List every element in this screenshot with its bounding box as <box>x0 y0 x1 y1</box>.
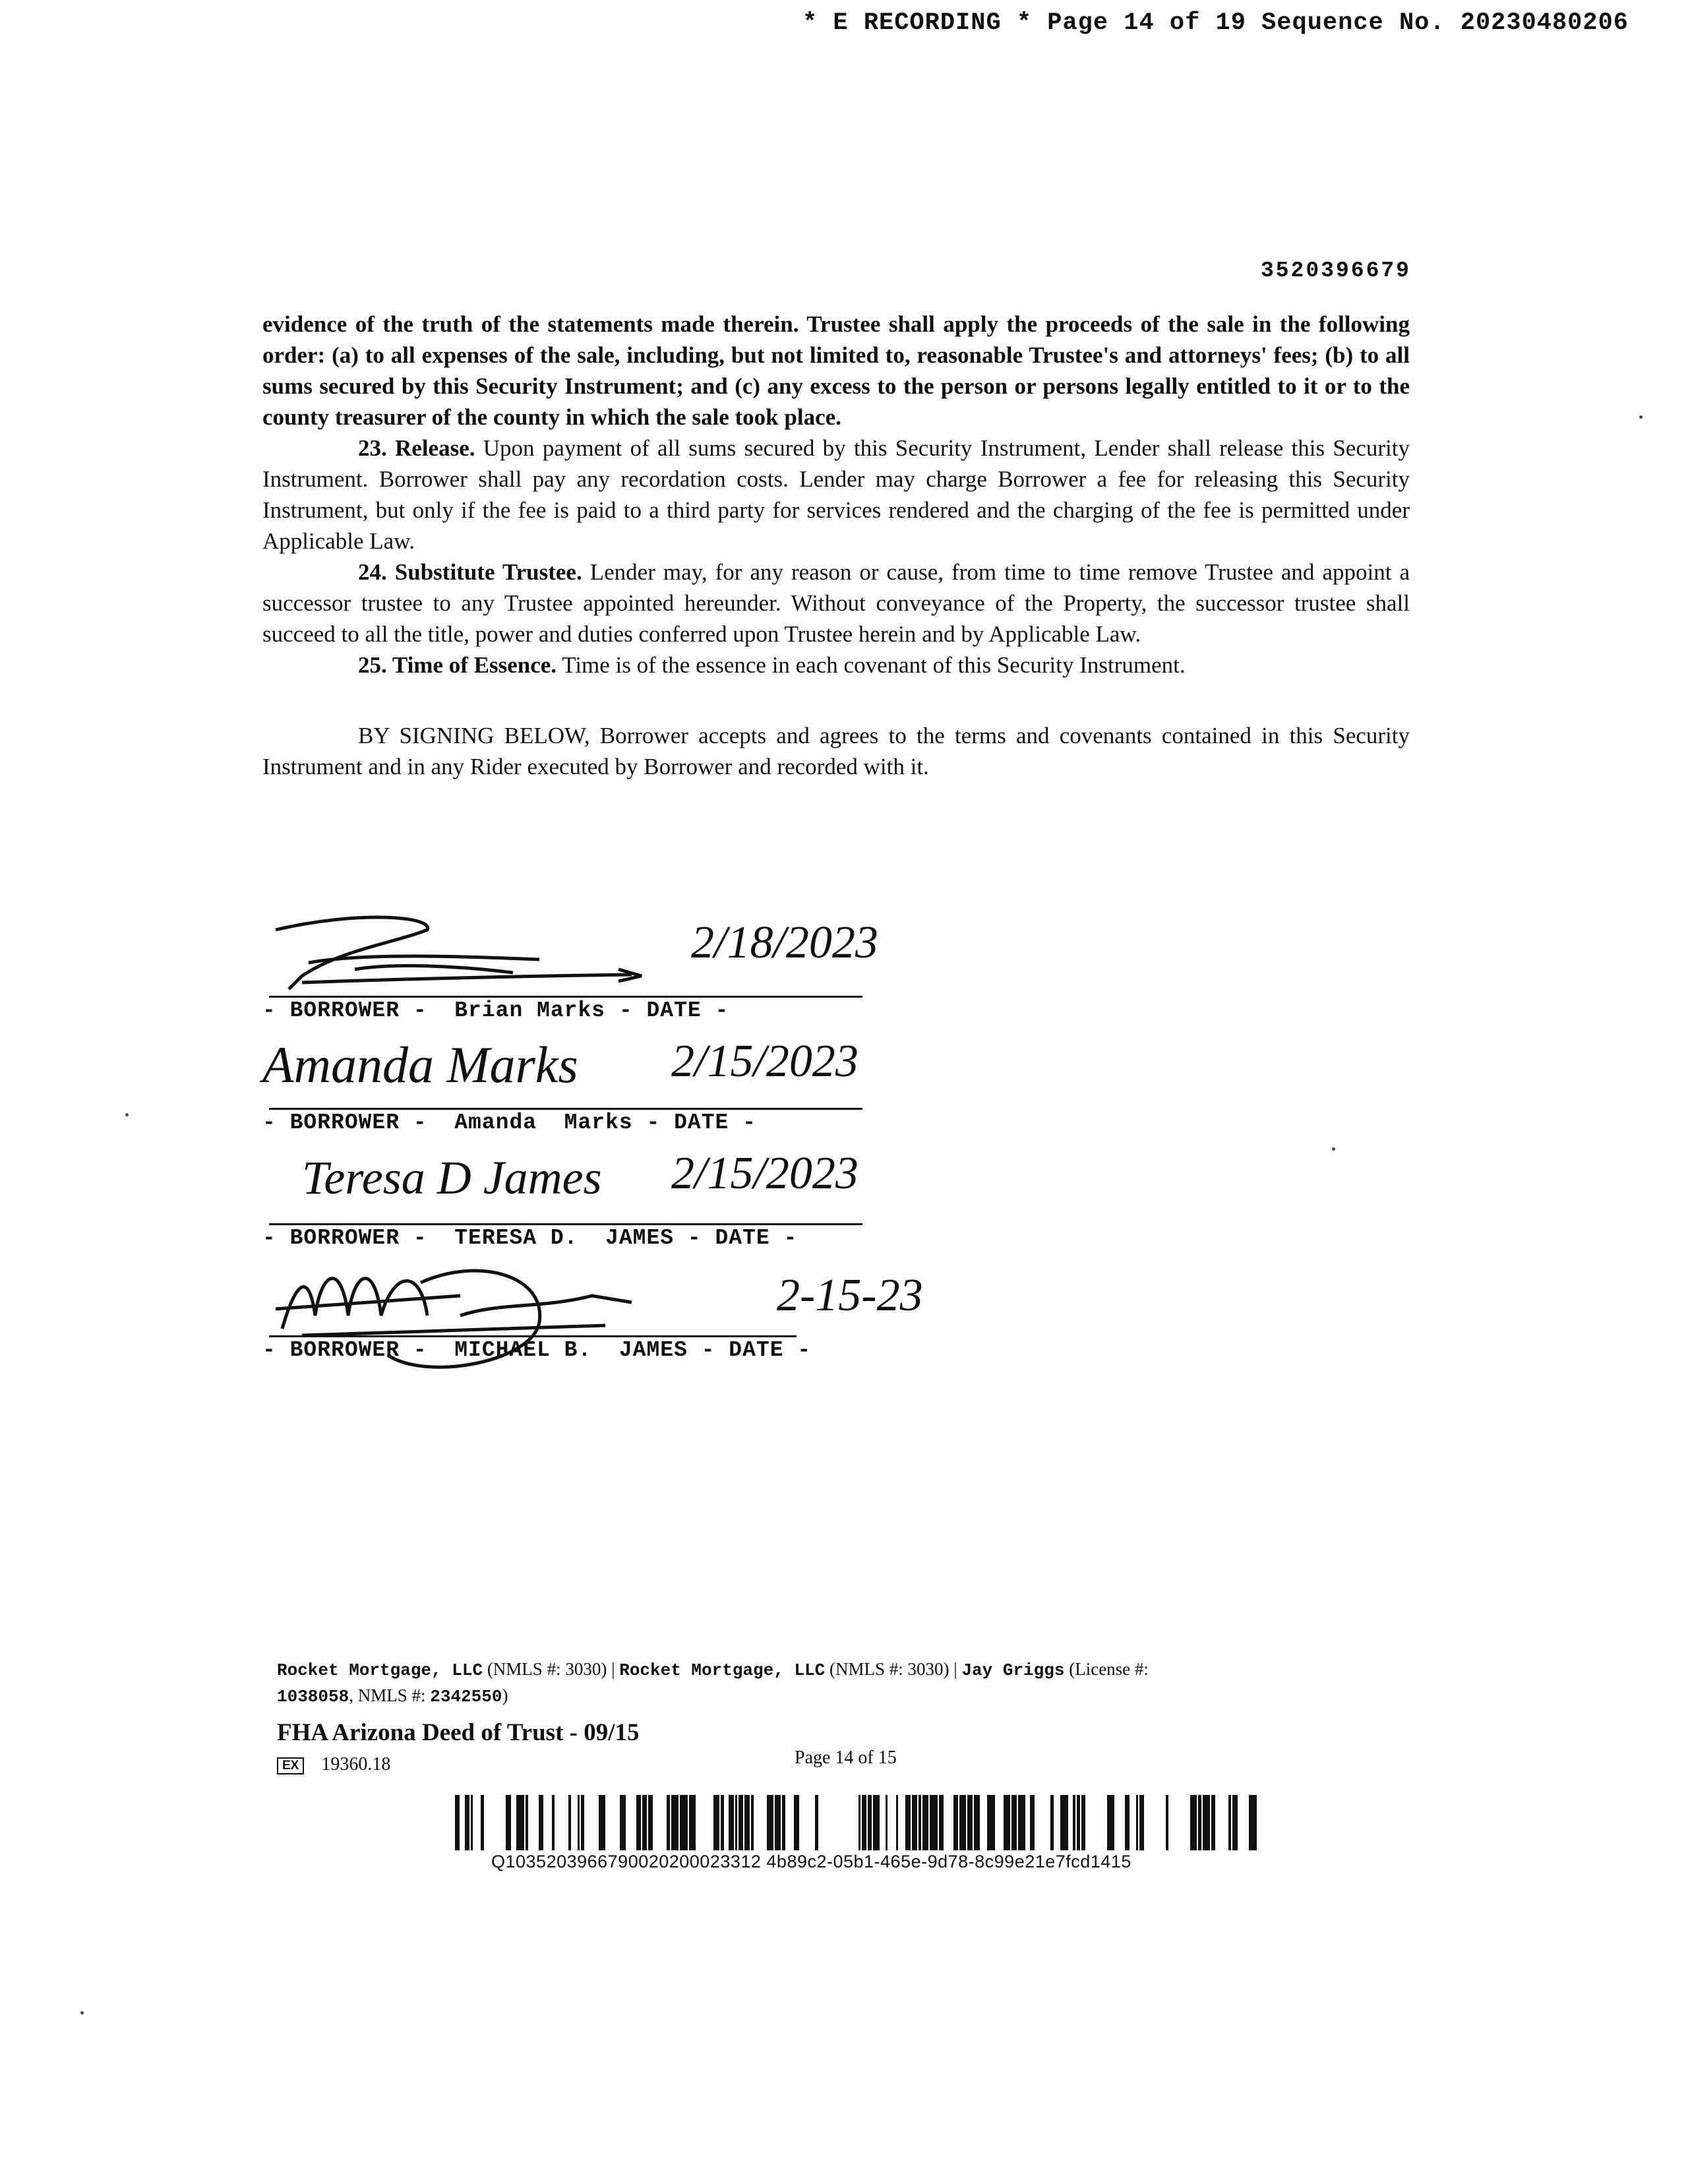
barcode-bar <box>455 1795 460 1850</box>
barcode-text: Q1035203966790020200023312 4b89c2-05b1-465e-9d78-8c99e21e7fcd1415 <box>491 1852 1131 1871</box>
barcode-bar <box>506 1795 511 1850</box>
page-number: Page 14 of 15 <box>795 1747 897 1768</box>
barcode-bar <box>1077 1795 1080 1850</box>
barcode-bar <box>967 1795 973 1850</box>
section-25-heading: 25. Time of Essence. <box>358 652 557 678</box>
barcode-bar <box>667 1795 670 1850</box>
scan-speck <box>1332 1147 1335 1151</box>
barcode-bar <box>516 1795 524 1850</box>
signature-caption: - BORROWER - TERESA D. JAMES - DATE - <box>262 1226 798 1250</box>
signature-line <box>269 1335 797 1337</box>
recording-header: * E RECORDING * Page 14 of 19 Sequence No. 20230480206 <box>802 9 1629 37</box>
barcode-bar <box>919 1795 921 1850</box>
handwritten-date: 2/15/2023 <box>671 1036 859 1087</box>
barcode-bar <box>1030 1795 1035 1850</box>
nmls-b: (NMLS #: 3030) <box>829 1659 950 1679</box>
scan-speck <box>125 1113 129 1116</box>
separator: | <box>607 1659 620 1679</box>
barcode-bar <box>939 1795 944 1850</box>
barcode-bar <box>581 1795 584 1850</box>
barcode-bar <box>1004 1795 1010 1850</box>
barcode-bar <box>815 1795 818 1850</box>
barcode-bar <box>1073 1795 1075 1850</box>
barcode-bar <box>539 1795 543 1850</box>
barcode-bar <box>886 1795 888 1850</box>
license-number: 1038058 <box>277 1687 349 1707</box>
barcode-bar <box>680 1795 688 1850</box>
barcode-bar <box>930 1795 938 1850</box>
form-title: FHA Arizona Deed of Trust - 09/15 <box>277 1719 640 1746</box>
section-23-heading: 23. Release. <box>358 435 475 461</box>
barcode-bar <box>620 1795 626 1850</box>
barcode-bar <box>1190 1795 1197 1850</box>
signature-block-michael-james <box>262 1256 988 1368</box>
scan-speck <box>80 2011 84 2015</box>
footer-company-line <box>277 1656 1358 1709</box>
signature-line <box>269 1223 862 1225</box>
barcode-bar <box>713 1795 719 1850</box>
barcode-bar <box>1249 1795 1257 1850</box>
license-label: (License #: <box>1064 1659 1149 1679</box>
form-ex-icon: EX <box>277 1757 304 1774</box>
barcode-bar <box>735 1795 737 1850</box>
barcode-bar <box>862 1795 866 1850</box>
barcode-bar <box>481 1795 484 1850</box>
nmls-a: (NMLS #: 3030) <box>487 1659 607 1679</box>
barcode-bar <box>1228 1795 1231 1850</box>
barcode-bar <box>1203 1795 1210 1850</box>
barcode <box>455 1795 1259 1850</box>
loan-officer: Jay Griggs <box>961 1660 1065 1680</box>
barcode-bar <box>1136 1795 1138 1850</box>
company-a: Rocket Mortgage, LLC <box>277 1660 483 1680</box>
signature-caption: - BORROWER - Amanda Marks - DATE - <box>262 1110 756 1135</box>
barcode-bar <box>552 1795 555 1850</box>
barcode-bar <box>729 1795 734 1850</box>
barcode-bar <box>738 1795 743 1850</box>
barcode-bar <box>912 1795 917 1850</box>
barcode-bar <box>922 1795 928 1850</box>
barcode-bar <box>905 1795 911 1850</box>
section-24-text: Lender may, for any reason or cause, from time to time remove Trustee and appoint a successor trustee to any Trustee appointed hereunder. Without conveyance of the Property, the successor trustee shall succeed to all the title, power and duties conferred upon Trustee herein and by Applicable Law. <box>262 559 1410 647</box>
barcode-bar <box>1211 1795 1215 1850</box>
handwritten-date: 2-15-23 <box>777 1270 923 1321</box>
signature-block-teresa-james <box>262 1144 988 1256</box>
section-24 <box>262 557 1410 650</box>
handwritten-name: Amanda Marks <box>262 1036 578 1093</box>
barcode-bar <box>868 1795 872 1850</box>
section-23 <box>262 433 1410 557</box>
barcode-bar <box>1166 1795 1168 1850</box>
signature-line <box>269 1108 862 1110</box>
section-25-text: Time is of the essence in each covenant of this Security Instrument. <box>557 652 1186 678</box>
signature-line <box>269 996 862 998</box>
nmls-number: 2342550 <box>430 1687 502 1707</box>
section-24-heading: 24. Substitute Trustee. <box>358 559 582 585</box>
barcode-bar <box>1125 1795 1130 1850</box>
company-b: Rocket Mortgage, LLC <box>619 1660 826 1680</box>
barcode-bar <box>465 1795 469 1850</box>
barcode-bar <box>859 1795 860 1850</box>
section-25 <box>262 650 1410 681</box>
barcode-bar <box>568 1795 571 1850</box>
barcode-bar <box>959 1795 966 1850</box>
barcode-bar <box>1011 1795 1017 1850</box>
barcode-bar <box>526 1795 528 1850</box>
separator: | <box>949 1659 962 1679</box>
barcode-bar <box>648 1795 653 1850</box>
barcode-bar <box>1198 1795 1201 1850</box>
barcode-bar <box>873 1795 880 1850</box>
barcode-bar <box>578 1795 580 1850</box>
barcode-bar <box>1060 1795 1068 1850</box>
barcode-bar <box>974 1795 980 1850</box>
form-number: 19360.18 <box>321 1754 391 1774</box>
barcode-bar <box>636 1795 641 1850</box>
paragraph-continuation: evidence of the truth of the statements made therein. Trustee shall apply the proceeds of the sale in the following order: (a) to all expenses of the sale, including, but not limited to, reasonable Trustee's and attorneys' fees; (b) to all sums secured by this Security Instrument; and (c) any excess to the person or persons legally entitled to it or to the county treasurer of the county in which the sale took place. <box>262 311 1410 430</box>
barcode-bar <box>471 1795 473 1850</box>
barcode-bar <box>1139 1795 1144 1850</box>
barcode-bar <box>1232 1795 1238 1850</box>
signature-block-brian-marks <box>262 917 988 1029</box>
barcode-bar <box>1050 1795 1054 1850</box>
scan-speck <box>1639 415 1643 419</box>
barcode-bar <box>1018 1795 1025 1850</box>
handwritten-date: 2/18/2023 <box>691 917 878 968</box>
barcode-bar <box>642 1795 647 1850</box>
form-id <box>277 1754 390 1775</box>
barcode-bar <box>744 1795 750 1850</box>
close-paren: ) <box>502 1685 508 1705</box>
barcode-bar <box>775 1795 781 1850</box>
barcode-bar <box>1107 1795 1114 1850</box>
handwritten-name: Teresa D James <box>302 1151 602 1204</box>
barcode-bar <box>767 1795 773 1850</box>
loan-number: 3520396679 <box>1260 258 1411 283</box>
barcode-bar <box>751 1795 754 1850</box>
barcode-bar <box>782 1795 785 1850</box>
barcode-bar <box>896 1795 898 1850</box>
section-23-text: Upon payment of all sums secured by this Security Instrument, Lender shall release this Security Instrument. Borrower shall pay any recordation costs. Lender may charge Borrower a fee for releasing this Security Instrument, but only if the fee is paid to a third party for services rendered and the charging of the fee is permitted under Applicable Law. <box>262 435 1410 554</box>
barcode-bar <box>721 1795 724 1850</box>
handwritten-date: 2/15/2023 <box>671 1148 859 1199</box>
barcode-bar <box>671 1795 678 1850</box>
barcode-bar <box>953 1795 958 1850</box>
signing-statement: BY SIGNING BELOW, Borrower accepts and agrees to the terms and covenants contained in this Security Instrument and in any Rider executed by Borrower and recorded with it. <box>262 723 1410 779</box>
barcode-bar <box>794 1795 799 1850</box>
barcode-bar <box>689 1795 696 1850</box>
barcode-bar <box>987 1795 995 1850</box>
barcode-bar <box>1081 1795 1085 1850</box>
signature-caption: - BORROWER - MICHAEL B. JAMES - DATE - <box>262 1338 812 1362</box>
document-body <box>262 309 1410 782</box>
signature-block-amanda-marks <box>262 1029 988 1141</box>
nmls-label: , NMLS #: <box>349 1685 431 1705</box>
signature-caption: - BORROWER - Brian Marks - DATE - <box>262 998 729 1023</box>
barcode-bar <box>599 1795 605 1850</box>
